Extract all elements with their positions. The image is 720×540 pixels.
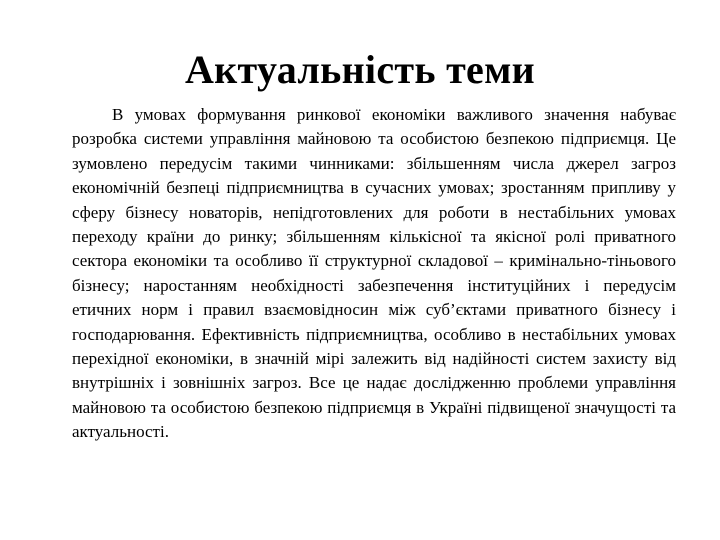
slide-body-text: В умовах формування ринкової економіки важливого значення набуває розробка системи управління майновою та особистою безпекою підприємця. Це зумовлено передусім такими чинниками: збільшенням числа джерел загроз економічній безпеці підприємництва в сучасних умовах; зростанням припливу у сферу бізнесу новаторів, непідготовлених для роботи в нестабільних умовах переходу країни до ринку; збільшенням кількісної та якісної ролі приватного сектора економіки та особливо її структурної складової – кримінально-тіньового бізнесу; наростанням необхідності забезпечення інституційних і передусім етичних норм і правил взаємовідносин між суб’єктами приватного бізнесу і господарювання. Ефективність підприємництва, особливо в нестабільних умовах перехідної економіки, в значній мірі залежить від надійності систем захисту від внутрішніх і зовнішніх загроз. Все це надає дослідженню проблеми управління майновою та особистою безпекою підприємця в Україні підвищеної значущості та актуальності. [72, 105, 676, 442]
slide-title: Актуальність теми [185, 47, 535, 92]
